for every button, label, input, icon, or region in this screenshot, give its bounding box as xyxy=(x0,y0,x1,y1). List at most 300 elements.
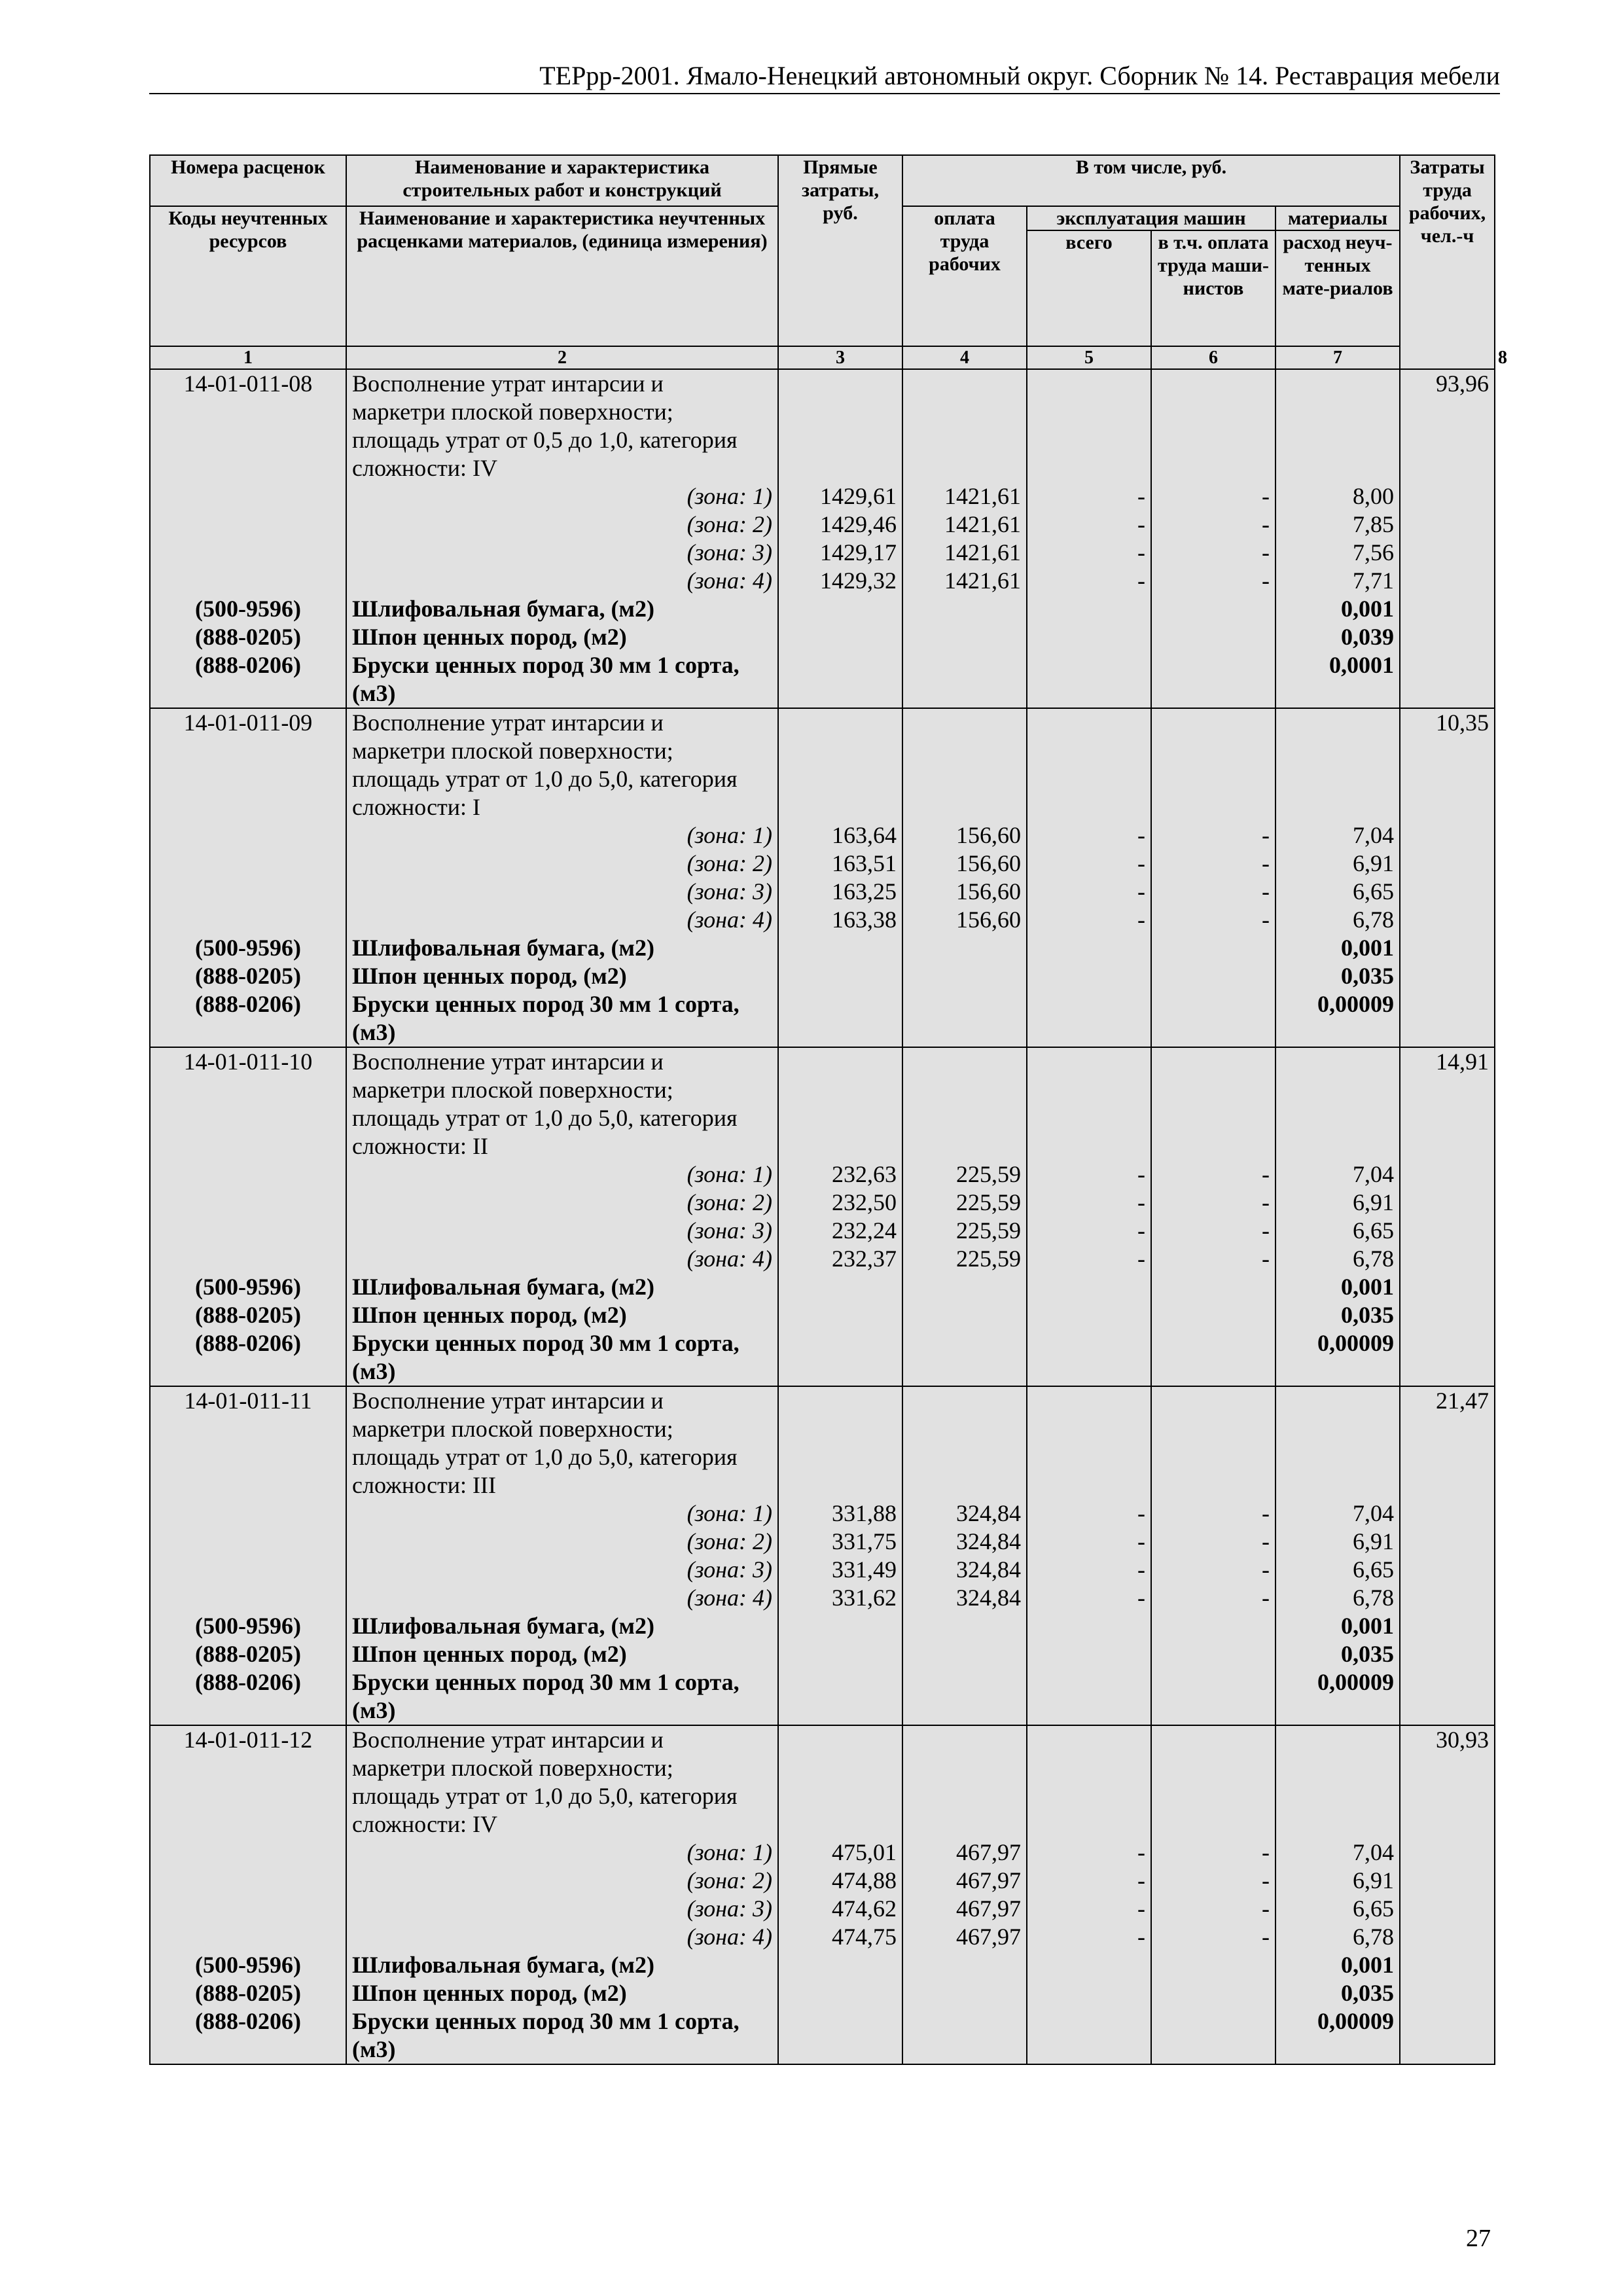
zone-label: (зона: 3) xyxy=(346,878,778,906)
table-row xyxy=(150,793,1495,821)
empty-cell xyxy=(778,398,902,426)
empty-cell xyxy=(1275,1810,1400,1839)
empty-cell xyxy=(902,1979,1027,2007)
direct-costs: 475,01 xyxy=(778,1839,902,1867)
work-description-line: сложности: IV xyxy=(346,1810,778,1839)
wages: 1421,61 xyxy=(902,511,1027,539)
empty-cell xyxy=(150,765,346,793)
table-row xyxy=(150,1471,1495,1499)
direct-costs: 331,62 xyxy=(778,1584,902,1612)
empty-cell xyxy=(902,1415,1027,1443)
empty-cell xyxy=(1027,2036,1151,2064)
empty-cell xyxy=(902,623,1027,651)
empty-cell xyxy=(1400,426,1495,454)
empty-cell xyxy=(150,1499,346,1528)
empty-cell xyxy=(902,1132,1027,1160)
work-description-line: маркетри плоской поверхности; xyxy=(346,737,778,765)
empty-cell xyxy=(1275,1018,1400,1047)
table-body xyxy=(150,369,1495,2064)
direct-costs: 232,50 xyxy=(778,1189,902,1217)
empty-cell xyxy=(1151,1301,1275,1329)
empty-cell xyxy=(778,1640,902,1668)
empty-cell xyxy=(902,1443,1027,1471)
rate-code: 14-01-011-10 xyxy=(150,1047,346,1076)
column-number: 2 xyxy=(346,346,778,369)
page-number: 27 xyxy=(1466,2225,1491,2252)
empty-cell xyxy=(1400,990,1495,1018)
empty-cell xyxy=(1027,962,1151,990)
header-labor-costs: Затраты труда рабочих, чел.-ч xyxy=(1400,155,1495,369)
empty-cell xyxy=(1275,1782,1400,1810)
empty-cell xyxy=(1275,1357,1400,1386)
empty-cell xyxy=(1400,1979,1495,2007)
empty-cell xyxy=(1400,737,1495,765)
empty-cell xyxy=(150,906,346,934)
resource-name: Шлифовальная бумага, (м2) xyxy=(346,595,778,623)
empty-cell xyxy=(1400,1754,1495,1782)
zone-label: (зона: 4) xyxy=(346,567,778,595)
empty-cell xyxy=(1400,906,1495,934)
empty-cell xyxy=(1400,1668,1495,1696)
direct-costs: 1429,32 xyxy=(778,567,902,595)
table-row xyxy=(150,1810,1495,1839)
empty-cell xyxy=(1400,567,1495,595)
resource-name: Шлифовальная бумага, (м2) xyxy=(346,1951,778,1979)
rate-code: 14-01-011-12 xyxy=(150,1725,346,1754)
machine-wages: - xyxy=(1151,1217,1275,1245)
empty-cell xyxy=(1400,1357,1495,1386)
empty-cell xyxy=(150,737,346,765)
direct-costs: 163,51 xyxy=(778,850,902,878)
resource-name: Бруски ценных пород 30 мм 1 сорта, xyxy=(346,1668,778,1696)
resource-name: Шпон ценных пород, (м2) xyxy=(346,1979,778,2007)
empty-cell xyxy=(1151,595,1275,623)
wages: 467,97 xyxy=(902,1895,1027,1923)
empty-cell xyxy=(1027,679,1151,708)
wages: 467,97 xyxy=(902,1867,1027,1895)
empty-cell xyxy=(1027,793,1151,821)
zone-label: (зона: 4) xyxy=(346,1923,778,1951)
empty-cell xyxy=(1400,1415,1495,1443)
materials-cost: 6,91 xyxy=(1275,850,1400,878)
table-row xyxy=(150,1273,1495,1301)
empty-cell xyxy=(1151,426,1275,454)
empty-cell xyxy=(1027,1810,1151,1839)
empty-cell xyxy=(1400,511,1495,539)
header-material-consumption: расход неуч-тенных мате-риалов xyxy=(1275,230,1400,346)
empty-cell xyxy=(1151,1782,1275,1810)
empty-cell xyxy=(1400,398,1495,426)
machines-total: - xyxy=(1027,906,1151,934)
resource-name: Шпон ценных пород, (м2) xyxy=(346,962,778,990)
empty-cell xyxy=(902,1273,1027,1301)
machines-total: - xyxy=(1027,821,1151,850)
machine-wages: - xyxy=(1151,482,1275,511)
empty-cell xyxy=(1275,1076,1400,1104)
empty-cell xyxy=(1400,679,1495,708)
wages: 1421,61 xyxy=(902,567,1027,595)
resource-code: (888-0205) xyxy=(150,962,346,990)
zone-label: (зона: 2) xyxy=(346,850,778,878)
resource-name: Шлифовальная бумага, (м2) xyxy=(346,1612,778,1640)
table-row xyxy=(150,1951,1495,1979)
empty-cell xyxy=(778,1612,902,1640)
empty-cell xyxy=(778,1301,902,1329)
empty-cell xyxy=(1400,793,1495,821)
empty-cell xyxy=(1400,1499,1495,1528)
zone-label: (зона: 1) xyxy=(346,1499,778,1528)
resource-code: (888-0206) xyxy=(150,651,346,679)
empty-cell xyxy=(902,1725,1027,1754)
machines-total: - xyxy=(1027,1839,1151,1867)
empty-cell xyxy=(150,1160,346,1189)
empty-cell xyxy=(1400,454,1495,482)
materials-cost: 7,85 xyxy=(1275,511,1400,539)
empty-cell xyxy=(778,595,902,623)
work-description-line: маркетри плоской поверхности; xyxy=(346,1754,778,1782)
rate-code: 14-01-011-11 xyxy=(150,1386,346,1415)
work-description-line: площадь утрат от 1,0 до 5,0, категория xyxy=(346,765,778,793)
empty-cell xyxy=(902,1612,1027,1640)
header-rate-numbers: Номера расценок xyxy=(150,155,346,206)
direct-costs: 163,38 xyxy=(778,906,902,934)
empty-cell xyxy=(150,398,346,426)
work-description-line: маркетри плоской поверхности; xyxy=(346,1076,778,1104)
empty-cell xyxy=(1027,454,1151,482)
empty-cell xyxy=(150,426,346,454)
direct-costs: 331,88 xyxy=(778,1499,902,1528)
column-number: 6 xyxy=(1151,346,1275,369)
resource-quantity: 0,035 xyxy=(1275,1640,1400,1668)
empty-cell xyxy=(1027,1782,1151,1810)
empty-cell xyxy=(1400,1810,1495,1839)
wages: 467,97 xyxy=(902,1839,1027,1867)
machines-total: - xyxy=(1027,1867,1151,1895)
table-row xyxy=(150,1782,1495,1810)
work-description-line: Восполнение утрат интарсии и xyxy=(346,1386,778,1415)
empty-cell xyxy=(1400,1273,1495,1301)
machines-total: - xyxy=(1027,850,1151,878)
resource-code: (888-0206) xyxy=(150,1329,346,1357)
empty-cell xyxy=(1027,1612,1151,1640)
table-row xyxy=(150,1132,1495,1160)
zone-label: (зона: 4) xyxy=(346,1584,778,1612)
materials-cost: 6,91 xyxy=(1275,1189,1400,1217)
resource-code: (500-9596) xyxy=(150,1951,346,1979)
machine-wages: - xyxy=(1151,1245,1275,1273)
empty-cell xyxy=(1027,1443,1151,1471)
resource-code: (500-9596) xyxy=(150,934,346,962)
resource-name: (м3) xyxy=(346,679,778,708)
machine-wages: - xyxy=(1151,850,1275,878)
materials-cost: 7,04 xyxy=(1275,1160,1400,1189)
empty-cell xyxy=(1151,679,1275,708)
direct-costs: 232,24 xyxy=(778,1217,902,1245)
table-row xyxy=(150,398,1495,426)
resource-name: Шпон ценных пород, (м2) xyxy=(346,1640,778,1668)
empty-cell xyxy=(150,1584,346,1612)
empty-cell xyxy=(1027,1640,1151,1668)
empty-cell xyxy=(778,1329,902,1357)
table-row xyxy=(150,708,1495,737)
table-row xyxy=(150,1867,1495,1895)
column-number: 5 xyxy=(1027,346,1151,369)
empty-cell xyxy=(1151,454,1275,482)
empty-cell xyxy=(902,1754,1027,1782)
resource-name: (м3) xyxy=(346,1696,778,1725)
empty-cell xyxy=(1400,651,1495,679)
table-row xyxy=(150,1499,1495,1528)
table-row xyxy=(150,1357,1495,1386)
work-description-line: сложности: IV xyxy=(346,454,778,482)
resource-quantity: 0,00009 xyxy=(1275,990,1400,1018)
wages: 1421,61 xyxy=(902,482,1027,511)
machines-total: - xyxy=(1027,1584,1151,1612)
empty-cell xyxy=(1275,369,1400,398)
wages: 467,97 xyxy=(902,1923,1027,1951)
table-row xyxy=(150,1923,1495,1951)
empty-cell xyxy=(902,962,1027,990)
table-row xyxy=(150,1018,1495,1047)
resource-code: (888-0205) xyxy=(150,1640,346,1668)
empty-cell xyxy=(778,990,902,1018)
table-row xyxy=(150,821,1495,850)
empty-cell xyxy=(1400,1839,1495,1867)
empty-cell xyxy=(1027,1357,1151,1386)
machines-total: - xyxy=(1027,567,1151,595)
table-row xyxy=(150,1415,1495,1443)
materials-cost: 6,65 xyxy=(1275,1556,1400,1584)
empty-cell xyxy=(150,1556,346,1584)
wages: 156,60 xyxy=(902,821,1027,850)
empty-cell xyxy=(778,1132,902,1160)
materials-cost: 6,91 xyxy=(1275,1528,1400,1556)
empty-cell xyxy=(150,511,346,539)
machine-wages: - xyxy=(1151,511,1275,539)
empty-cell xyxy=(1275,1754,1400,1782)
empty-cell xyxy=(1027,737,1151,765)
empty-cell xyxy=(1400,1895,1495,1923)
empty-cell xyxy=(1400,1301,1495,1329)
empty-cell xyxy=(1151,1471,1275,1499)
direct-costs: 1429,17 xyxy=(778,539,902,567)
empty-cell xyxy=(778,1979,902,2007)
zone-label: (зона: 4) xyxy=(346,906,778,934)
table-row xyxy=(150,1047,1495,1076)
empty-cell xyxy=(902,651,1027,679)
machine-wages: - xyxy=(1151,821,1275,850)
empty-cell xyxy=(1027,1132,1151,1160)
machines-total: - xyxy=(1027,1499,1151,1528)
resource-code: (500-9596) xyxy=(150,1612,346,1640)
empty-cell xyxy=(1151,1132,1275,1160)
resource-name: Бруски ценных пород 30 мм 1 сорта, xyxy=(346,990,778,1018)
wages: 324,84 xyxy=(902,1584,1027,1612)
machines-total: - xyxy=(1027,1923,1151,1951)
empty-cell xyxy=(1275,737,1400,765)
empty-cell xyxy=(1275,1725,1400,1754)
work-description-line: Восполнение утрат интарсии и xyxy=(346,1047,778,1076)
empty-cell xyxy=(1400,1584,1495,1612)
machines-total: - xyxy=(1027,1528,1151,1556)
header-work-name: Наименование и характеристика строительных работ и конструкций xyxy=(346,155,778,206)
empty-cell xyxy=(1275,454,1400,482)
header-wages: оплата труда рабочих xyxy=(902,206,1027,346)
table-row xyxy=(150,1076,1495,1104)
work-description-line: Восполнение утрат интарсии и xyxy=(346,1725,778,1754)
column-number: 3 xyxy=(778,346,902,369)
table-row xyxy=(150,1696,1495,1725)
empty-cell xyxy=(150,1415,346,1443)
machine-wages: - xyxy=(1151,1189,1275,1217)
empty-cell xyxy=(1027,623,1151,651)
empty-cell xyxy=(902,1386,1027,1415)
empty-cell xyxy=(1275,1696,1400,1725)
empty-cell xyxy=(902,1782,1027,1810)
machine-wages: - xyxy=(1151,1584,1275,1612)
empty-cell xyxy=(1400,1951,1495,1979)
zone-label: (зона: 3) xyxy=(346,1556,778,1584)
wages: 225,59 xyxy=(902,1160,1027,1189)
resource-name: Шлифовальная бумага, (м2) xyxy=(346,934,778,962)
resource-name: (м3) xyxy=(346,2036,778,2064)
empty-cell xyxy=(902,708,1027,737)
empty-cell xyxy=(1400,1329,1495,1357)
work-description-line: площадь утрат от 0,5 до 1,0, категория xyxy=(346,426,778,454)
resource-code: (888-0205) xyxy=(150,623,346,651)
empty-cell xyxy=(1400,1556,1495,1584)
empty-cell xyxy=(1151,1612,1275,1640)
empty-cell xyxy=(1151,962,1275,990)
zone-label: (зона: 2) xyxy=(346,511,778,539)
empty-cell xyxy=(1400,821,1495,850)
table-row xyxy=(150,454,1495,482)
empty-cell xyxy=(1275,793,1400,821)
empty-cell xyxy=(778,1273,902,1301)
empty-cell xyxy=(1400,765,1495,793)
zone-label: (зона: 1) xyxy=(346,1839,778,1867)
empty-cell xyxy=(1027,1951,1151,1979)
empty-cell xyxy=(1151,1754,1275,1782)
wages: 1421,61 xyxy=(902,539,1027,567)
empty-cell xyxy=(778,962,902,990)
empty-cell xyxy=(1275,398,1400,426)
empty-cell xyxy=(778,651,902,679)
resource-code: (888-0205) xyxy=(150,1979,346,2007)
zone-label: (зона: 3) xyxy=(346,1217,778,1245)
machine-wages: - xyxy=(1151,1556,1275,1584)
work-description-line: площадь утрат от 1,0 до 5,0, категория xyxy=(346,1443,778,1471)
running-header: ТЕРрр-2001. Ямало-Ненецкий автономный округ. Сборник № 14. Реставрация мебели xyxy=(149,60,1500,94)
empty-cell xyxy=(902,426,1027,454)
empty-cell xyxy=(778,1357,902,1386)
rate-code: 14-01-011-08 xyxy=(150,369,346,398)
header-machines-total: всего xyxy=(1027,230,1151,346)
empty-cell xyxy=(902,595,1027,623)
table-row xyxy=(150,679,1495,708)
empty-cell xyxy=(1151,1810,1275,1839)
wages: 225,59 xyxy=(902,1217,1027,1245)
direct-costs: 474,75 xyxy=(778,1923,902,1951)
empty-cell xyxy=(150,1696,346,1725)
direct-costs: 1429,46 xyxy=(778,511,902,539)
empty-cell xyxy=(902,454,1027,482)
resource-name: Бруски ценных пород 30 мм 1 сорта, xyxy=(346,651,778,679)
empty-cell xyxy=(902,679,1027,708)
table-row xyxy=(150,1556,1495,1584)
resource-quantity: 0,001 xyxy=(1275,1273,1400,1301)
column-number: 4 xyxy=(902,346,1027,369)
empty-cell xyxy=(778,1443,902,1471)
direct-costs: 331,75 xyxy=(778,1528,902,1556)
empty-cell xyxy=(902,1076,1027,1104)
empty-cell xyxy=(150,793,346,821)
empty-cell xyxy=(778,1018,902,1047)
empty-cell xyxy=(1151,2036,1275,2064)
empty-cell xyxy=(1275,1047,1400,1076)
empty-cell xyxy=(1151,1076,1275,1104)
table-row xyxy=(150,539,1495,567)
work-description-line: сложности: III xyxy=(346,1471,778,1499)
empty-cell xyxy=(1400,1245,1495,1273)
empty-cell xyxy=(1275,1471,1400,1499)
empty-cell xyxy=(1400,623,1495,651)
empty-cell xyxy=(778,737,902,765)
table-row xyxy=(150,1301,1495,1329)
empty-cell xyxy=(902,1357,1027,1386)
empty-cell xyxy=(902,1696,1027,1725)
wages: 324,84 xyxy=(902,1528,1027,1556)
table-row xyxy=(150,567,1495,595)
work-description-line: сложности: II xyxy=(346,1132,778,1160)
empty-cell xyxy=(1400,1104,1495,1132)
resource-quantity: 0,035 xyxy=(1275,1979,1400,2007)
materials-cost: 6,78 xyxy=(1275,1584,1400,1612)
empty-cell xyxy=(1027,1979,1151,2007)
empty-cell xyxy=(902,2007,1027,2036)
empty-cell xyxy=(778,1104,902,1132)
empty-cell xyxy=(1400,1132,1495,1160)
resource-quantity: 0,0001 xyxy=(1275,651,1400,679)
table-row xyxy=(150,1668,1495,1696)
resource-quantity: 0,00009 xyxy=(1275,1668,1400,1696)
empty-cell xyxy=(1151,1725,1275,1754)
empty-cell xyxy=(1400,1443,1495,1471)
empty-cell xyxy=(902,1018,1027,1047)
empty-cell xyxy=(150,1754,346,1782)
empty-cell xyxy=(150,679,346,708)
empty-cell xyxy=(1151,398,1275,426)
empty-cell xyxy=(1400,1867,1495,1895)
empty-cell xyxy=(150,1132,346,1160)
empty-cell xyxy=(1400,1612,1495,1640)
empty-cell xyxy=(1151,1979,1275,2007)
machines-total: - xyxy=(1027,878,1151,906)
materials-cost: 7,04 xyxy=(1275,1499,1400,1528)
resource-code: (500-9596) xyxy=(150,1273,346,1301)
machines-total: - xyxy=(1027,1189,1151,1217)
resource-code: (888-0206) xyxy=(150,1668,346,1696)
table-row xyxy=(150,511,1495,539)
empty-cell xyxy=(150,1217,346,1245)
table-row xyxy=(150,1725,1495,1754)
empty-cell xyxy=(1151,1047,1275,1076)
materials-cost: 6,78 xyxy=(1275,906,1400,934)
empty-cell xyxy=(1027,765,1151,793)
table-row xyxy=(150,1895,1495,1923)
table-row xyxy=(150,1528,1495,1556)
empty-cell xyxy=(1151,1386,1275,1415)
